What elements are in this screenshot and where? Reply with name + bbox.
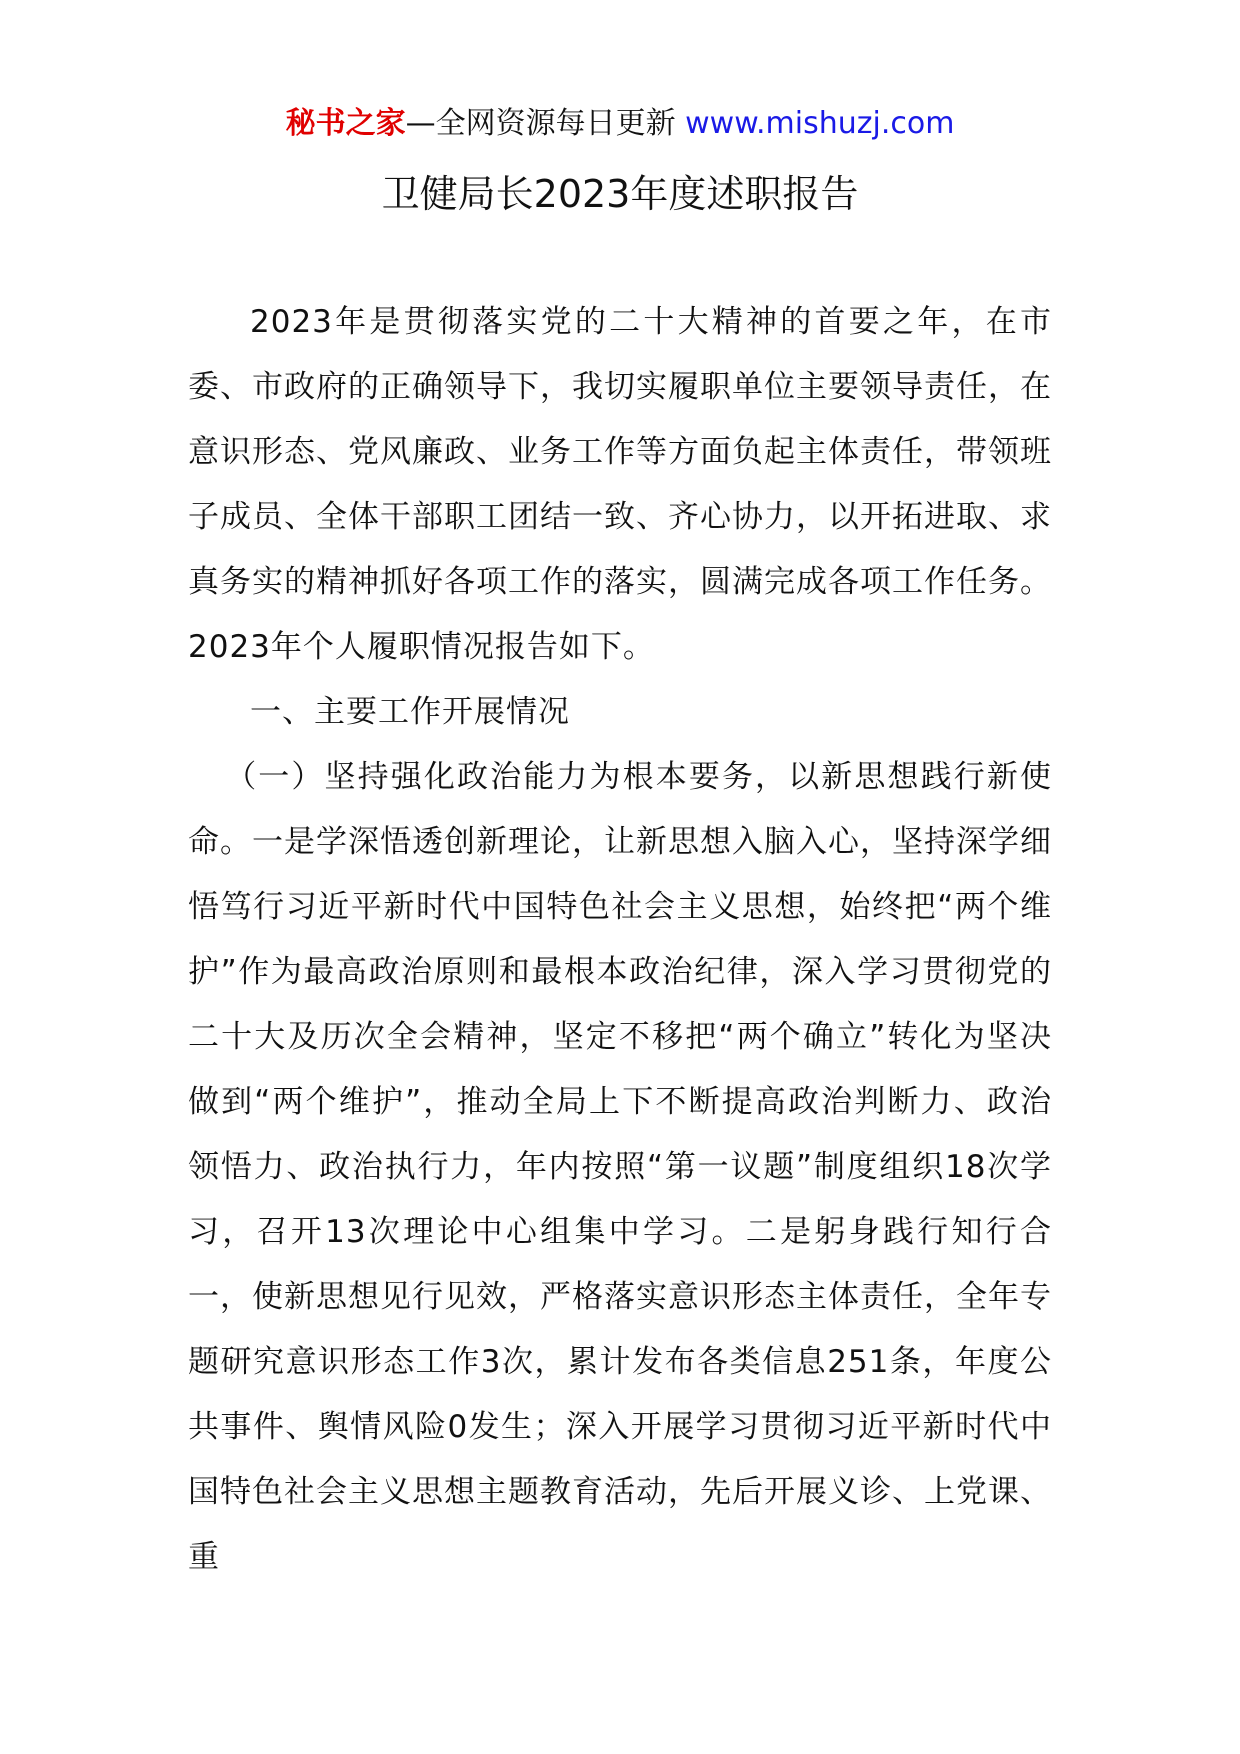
paragraph-section-1-1: （一）坚持强化政治能力为根本要务，以新思想践行新使命。一是学深悟透创新理论，让新思想入脑入心，坚持深学细悟笃行习近平新时代中国特色社会主义思想，始终把“两个维护”作为最高政治原则和最根本政治纪律，深入学习贯彻党的二十大及历次全会精神，坚定不移把“两个确立”转化为坚决做到“两个维护”，推动全局上下不断提高政治判断力、政治领悟力、政治执行力，年内按照“第一议题”制度组织18次学习，召开13次理论中心组集中学习。二是躬身践行知行合一，使新思想见行见效，严格落实意识形态主体责任，全年专题研究意识形态工作3次，累计发布各类信息251条，年度公共事件、舆情风险0发生；深入开展学习贯彻习近平新时代中国特色社会主义思想主题教育活动，先后开展义诊、上党课、重 [188,759,1052,1575]
site-header [0,102,1240,146]
document-body [188,290,1052,1590]
site-url-link[interactable]: www.mishuzj.com [685,106,955,141]
section-heading-1: 一、主要工作开展情况 [250,694,570,730]
site-brand: 秘书之家 [285,106,406,141]
site-tagline: —全网资源每日更新 [405,106,686,141]
document-title: 卫健局长2023年度述职报告 [381,172,859,216]
paragraph-intro: 2023年是贯彻落实党的二十大精神的首要之年，在市委、市政府的正确领导下，我切实履职单位主要领导责任，在意识形态、党风廉政、业务工作等方面负起主体责任，带领班子成员、全体干部职工团结一致、齐心协力，以开拓进取、求真务实的精神抓好各项工作的落实，圆满完成各项工作任务。2023年个人履职情况报告如下。 [188,304,1052,665]
